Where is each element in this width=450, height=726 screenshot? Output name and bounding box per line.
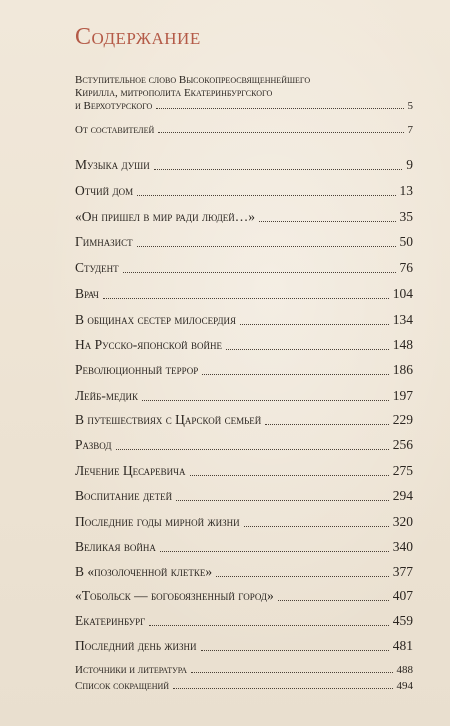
toc-entry[interactable] (75, 234, 413, 250)
toc-entry[interactable] (75, 157, 413, 173)
toc-entry[interactable] (75, 286, 413, 302)
dot-leader (158, 132, 403, 133)
entry-label: Лейб-медик (75, 388, 138, 403)
toc-entry[interactable] (75, 463, 413, 479)
page-number: 407 (392, 588, 413, 603)
page-number: 7 (407, 124, 413, 136)
dot-leader (201, 650, 389, 651)
entry-label: В «позолоченной клетке» (75, 564, 213, 579)
page-number: 134 (392, 312, 413, 327)
page-number: 294 (392, 488, 413, 503)
entry-label: Музыка души (75, 157, 150, 172)
toc-entry[interactable] (75, 588, 413, 604)
toc-entry[interactable] (75, 638, 413, 654)
page-number: 5 (407, 100, 413, 112)
page-number: 256 (392, 437, 413, 452)
page-number: 340 (392, 539, 413, 554)
toc-entry[interactable] (75, 437, 413, 453)
entry-label: Врач (75, 286, 99, 301)
entry-label: «Тобольск — богобоязненный город» (75, 588, 274, 603)
dot-leader (103, 298, 389, 299)
toc-entry[interactable] (75, 613, 413, 629)
dot-leader (149, 625, 388, 626)
dot-leader (190, 475, 389, 476)
page-number: 459 (392, 613, 413, 628)
dot-leader (244, 526, 389, 527)
toc-entry[interactable] (75, 412, 413, 428)
entry-label: Развод (75, 437, 112, 452)
entry-label: Отчий дом (75, 183, 134, 198)
toc-entry[interactable] (75, 183, 413, 199)
page-title: Содержание (75, 24, 201, 50)
dot-leader (156, 108, 403, 109)
dot-leader (142, 400, 389, 401)
entry-label: В путешествиях с Царской семьей (75, 412, 262, 427)
entry-line-1: Вступительное слово Высокопреосвященнейшего (75, 74, 311, 86)
dot-leader (176, 500, 389, 501)
toc-entry[interactable] (75, 539, 413, 555)
page-number: 488 (396, 664, 413, 676)
dot-leader (191, 672, 392, 673)
page-number: 104 (392, 286, 413, 301)
page-number: 229 (392, 412, 413, 427)
entry-label: Екатеринбург (75, 613, 146, 628)
dot-leader (216, 576, 389, 577)
entry-label: Последний день жизни (75, 638, 197, 653)
toc-entry[interactable] (75, 680, 413, 692)
entry-label: От составителей (75, 124, 155, 136)
entry-label: «Он пришел в мир ради людей…» (75, 209, 256, 224)
page-number: 320 (392, 514, 413, 529)
page-number: 494 (396, 680, 413, 692)
toc-entry[interactable] (75, 488, 413, 504)
dot-leader (202, 374, 388, 375)
entry-label: Лечение Цесаревича (75, 463, 186, 478)
toc-entry[interactable] (75, 388, 413, 404)
dot-leader (278, 600, 389, 601)
dot-leader (259, 221, 395, 222)
entry-label: На Русско-японской войне (75, 337, 222, 352)
entry-label: В общинах сестер милосердия (75, 312, 237, 327)
toc-entry[interactable] (75, 664, 413, 676)
toc-entry[interactable] (75, 337, 413, 353)
toc-entry[interactable] (75, 362, 413, 378)
page-number: 197 (392, 388, 413, 403)
entry-line-2: Кирилла, митрополита Екатеринбургского (75, 87, 273, 99)
page-number: 50 (399, 234, 413, 249)
page-number: 35 (399, 209, 413, 224)
dot-leader (265, 424, 388, 425)
dot-leader (123, 272, 396, 273)
page-number: 481 (392, 638, 413, 653)
dot-leader (116, 449, 389, 450)
entry-label: Великая война (75, 539, 156, 554)
page-number: 186 (392, 362, 413, 377)
page-number: 377 (392, 564, 413, 579)
dot-leader (160, 551, 389, 552)
entry-label: Источники и литература (75, 664, 188, 676)
dot-leader (226, 349, 389, 350)
page-number: 148 (392, 337, 413, 352)
dot-leader (137, 195, 395, 196)
dot-leader (154, 169, 403, 170)
toc-entry[interactable] (75, 124, 413, 136)
entry-label: и Верхотурского (75, 100, 153, 112)
toc-entry-foreword[interactable] (75, 74, 413, 112)
entry-label: Список сокращений (75, 680, 170, 692)
entry-label: Последние годы мирной жизни (75, 514, 240, 529)
toc-entry[interactable] (75, 209, 413, 225)
dot-leader (173, 688, 392, 689)
entry-label: Студент (75, 260, 119, 275)
entry-label: Воспитание детей (75, 488, 173, 503)
entry-label: Революционный террор (75, 362, 199, 377)
page-number: 9 (406, 157, 413, 172)
entry-label: Гимназист (75, 234, 133, 249)
dot-leader (240, 324, 389, 325)
page-number: 13 (399, 183, 413, 198)
toc-entry[interactable] (75, 514, 413, 530)
toc-entry[interactable] (75, 312, 413, 328)
dot-leader (137, 246, 396, 247)
page-number: 275 (392, 463, 413, 478)
toc-entry[interactable] (75, 260, 413, 276)
page-number: 76 (399, 260, 413, 275)
toc-entry[interactable] (75, 564, 413, 580)
